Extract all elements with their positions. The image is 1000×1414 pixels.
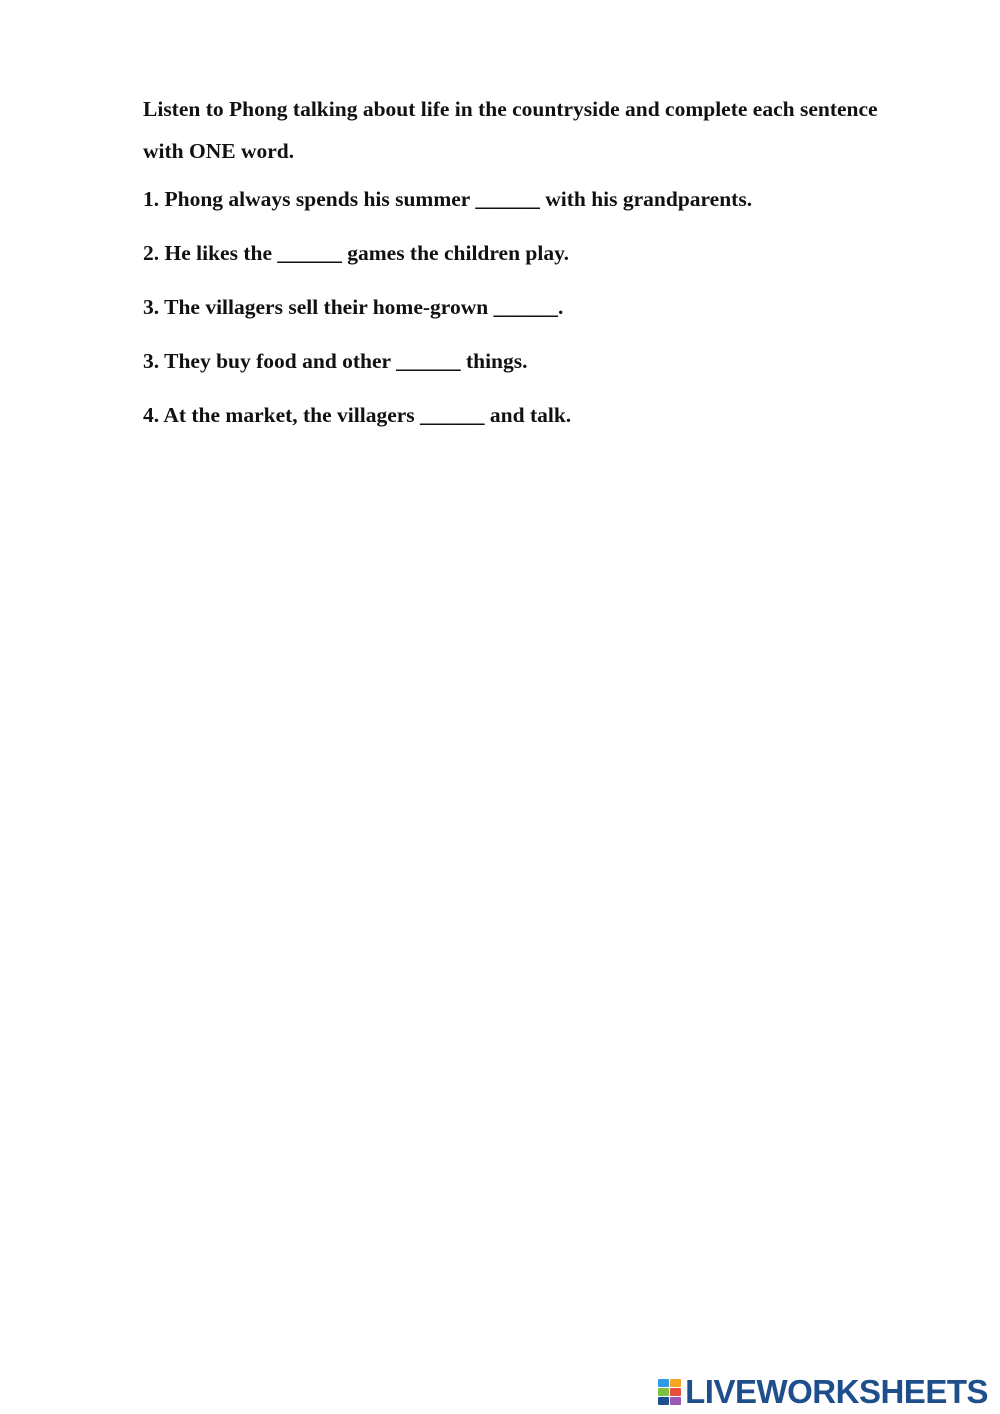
question-item: 1. Phong always spends his summer ______ with his grandparents. [143, 187, 753, 211]
question-item: 3. The villagers sell their home-grown ______. [143, 295, 564, 319]
brand-logo [658, 1375, 988, 1408]
liveworksheets-logo-icon [658, 1379, 682, 1405]
logo-tile [670, 1379, 681, 1387]
instructions-text: Listen to Phong talking about life in the countryside and complete each sentence with ONE word. [143, 97, 878, 163]
logo-tile [670, 1397, 681, 1405]
question-item: 4. At the market, the villagers ______ and talk. [143, 403, 572, 427]
logo-tile [658, 1388, 669, 1396]
worksheet [143, 88, 883, 454]
question-item: 3. They buy food and other ______ things. [143, 349, 528, 373]
question-list [143, 184, 883, 430]
logo-tile [658, 1379, 669, 1387]
question-item: 2. He likes the ______ games the children play. [143, 241, 570, 265]
logo-tile [658, 1397, 669, 1405]
brand-name: LIVEWORKSHEETS [685, 1373, 988, 1410]
logo-tile [670, 1388, 681, 1396]
